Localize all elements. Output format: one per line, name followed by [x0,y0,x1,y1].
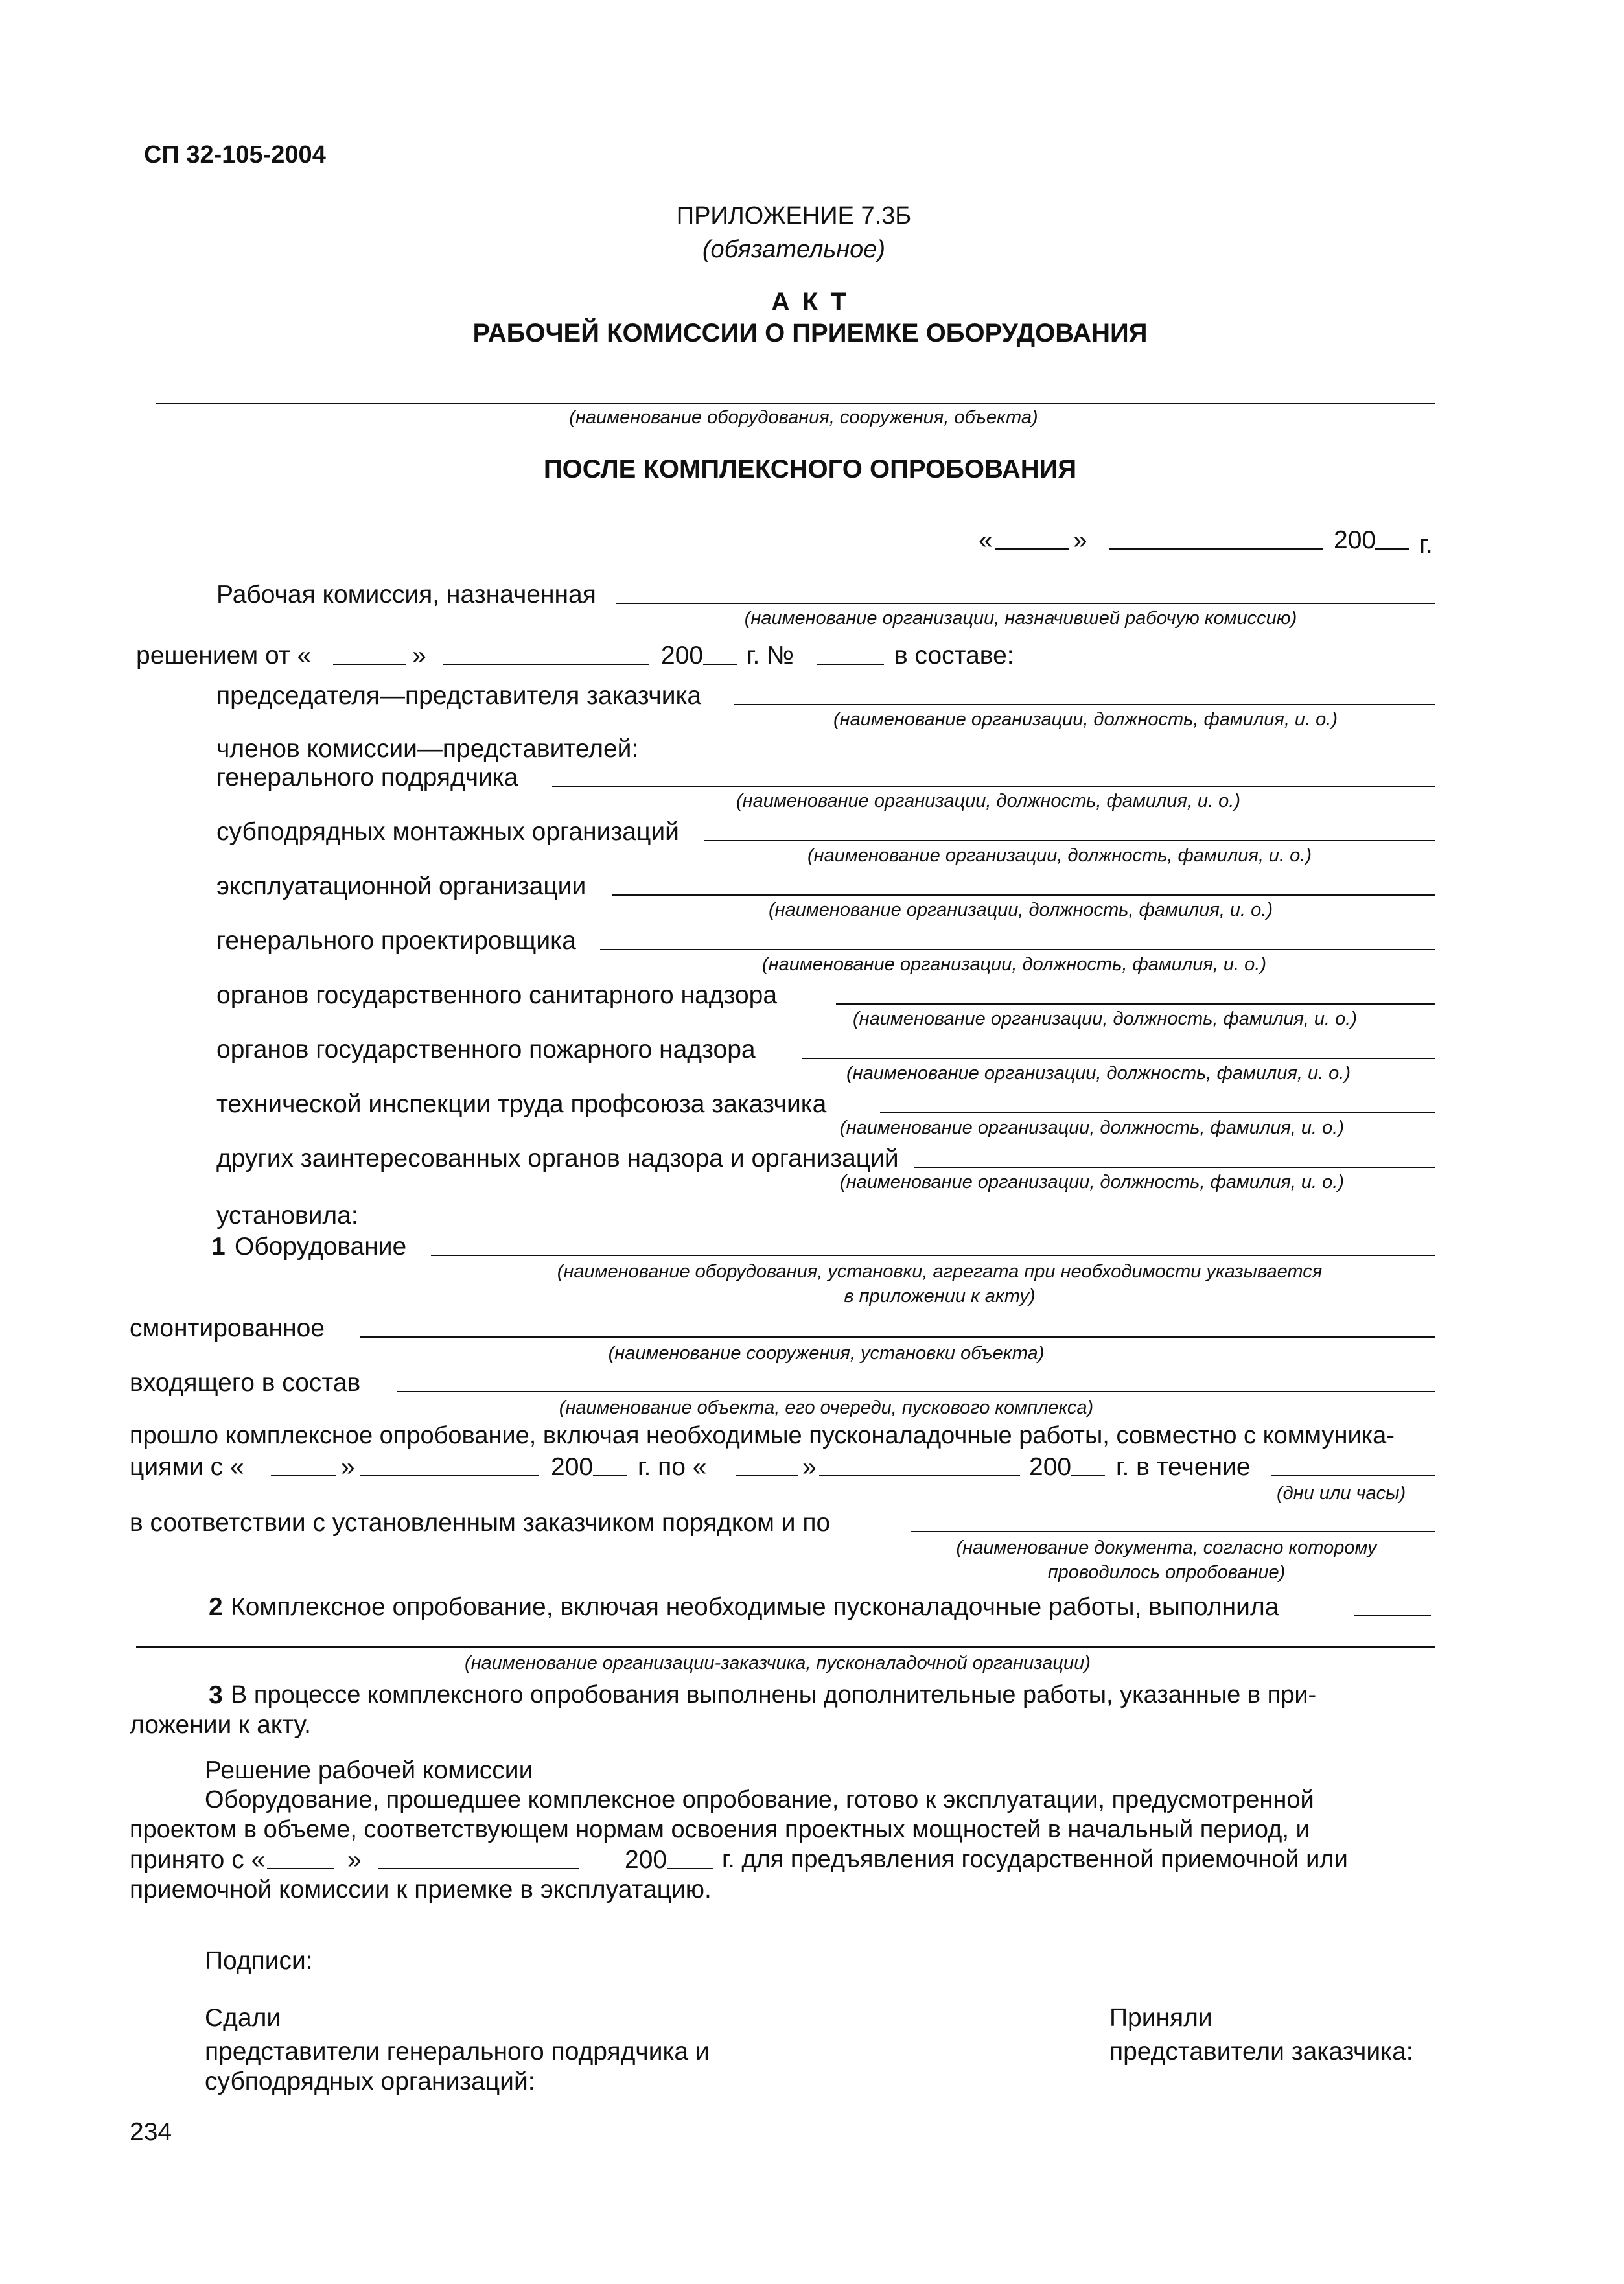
mounted-label: смонтированное [130,1314,325,1342]
mounted-field[interactable] [360,1336,1435,1338]
decision-heading: Решение рабочей комиссии [205,1756,533,1784]
other-bodies-caption: (наименование организации, должность, фамилия, и. о.) [839,1172,1345,1193]
fire-field[interactable] [802,1058,1435,1059]
test-end-year-field[interactable] [1071,1475,1105,1476]
decision-line4: приемочной комиссии к приемке в эксплуатацию. [130,1876,712,1904]
operating-org-field[interactable] [612,894,1435,896]
passed-testing-line: прошло комплексное опробование, включая необходимые пусконаладочные работы, совместно с коммуника- [130,1422,1395,1449]
handed-over-desc-line1: представители генерального подрядчика и [205,2038,710,2066]
chair-caption: (наименование организации, должность, фамилия, и. о.) [833,709,1338,730]
other-bodies-label: других заинтересованных органов надзора и организаций [216,1145,899,1172]
test-document-field[interactable] [911,1531,1435,1532]
date-day-field[interactable] [995,548,1069,550]
labor-inspection-label: технической инспекции труда профсоюза заказчика [216,1090,827,1118]
mandatory-label: (обязательное) [702,236,886,263]
chair-field[interactable] [734,704,1435,705]
general-designer-field[interactable] [600,949,1435,950]
part-of-label: входящего в состав [130,1369,361,1397]
title-commission: РАБОЧЕЙ КОМИССИИ О ПРИЕМКЕ ОБОРУДОВАНИЯ [472,319,1148,347]
test-start-year-field[interactable] [593,1475,627,1476]
general-designer-caption: (наименование организации, должность, фамилия, и. о.) [761,954,1267,975]
test-end-month-field[interactable] [819,1475,1020,1476]
acceptance-day-field[interactable] [267,1868,334,1869]
subcontractors-label: субподрядных монтажных организаций [216,818,679,846]
operating-org-label: эксплуатационной организации [216,872,586,900]
part-of-caption: (наименование объекта, его очереди, пускового комплекса) [559,1397,1094,1418]
document-code: СП 32-105-2004 [144,141,326,169]
chair-label: председателя—представителя заказчика [216,682,702,710]
signatures-label: Подписи: [205,1947,313,1975]
decision-year-field[interactable] [703,664,737,665]
labor-inspection-caption: (наименование организации, должность, фамилия, и. о.) [839,1117,1345,1138]
mounted-caption: (наименование сооружения, установки объекта) [608,1343,1045,1364]
operating-org-caption: (наименование организации, должность, фамилия, и. о.) [768,900,1273,920]
sanitary-caption: (наименование организации, должность, фамилия, и. о.) [852,1008,1358,1029]
part-of-field[interactable] [397,1391,1435,1392]
accepted-label: Приняли [1109,2004,1212,2032]
object-name-field[interactable] [156,403,1435,404]
handed-over-label: Сдали [205,2004,281,2032]
test-start-day-field[interactable] [271,1475,336,1476]
object-name-caption: (наименование оборудования, сооружения, объекта) [569,407,1038,428]
performed-by-caption: (наименование организации-заказчика, пусконаладочной организации) [465,1653,1091,1673]
acceptance-month-field[interactable] [378,1868,579,1869]
performed-by-field[interactable] [136,1646,1435,1648]
subcontractors-field[interactable] [704,840,1435,841]
accepted-desc: представители заказчика: [1109,2038,1413,2066]
general-contractor-label: генерального подрядчика [216,763,518,791]
acceptance-year-field[interactable] [667,1868,713,1869]
decision-line1: Оборудование, прошедшее комплексное опробование, готово к эксплуатации, предусмотренной [205,1786,1314,1813]
other-bodies-field[interactable] [914,1167,1435,1168]
labor-inspection-field[interactable] [880,1112,1435,1113]
test-document-caption-line1: (наименование документа, согласно которому [956,1537,1377,1558]
commission-org-caption: (наименование организации, назначившей рабочую комиссию) [744,608,1297,629]
members-label: членов комиссии—представителей: [216,735,639,763]
test-start-month-field[interactable] [360,1475,539,1476]
page-number: 234 [130,2118,172,2146]
sanitary-label: органов государственного санитарного надзора [216,981,778,1009]
subcontractors-caption: (наименование организации, должность, фамилия, и. о.) [807,845,1312,866]
fire-label: органов государственного пожарного надзора [216,1036,756,1064]
decision-number-field[interactable] [817,664,884,665]
item3-line2: ложении к акту. [130,1711,311,1739]
subtitle-after-testing: ПОСЛЕ КОМПЛЕКСНОГО ОПРОБОВАНИЯ [543,455,1077,484]
equipment-caption-line2: в приложении к акту) [844,1286,1036,1307]
general-contractor-caption: (наименование организации, должность, фамилия, и. о.) [736,791,1241,811]
fire-caption: (наименование организации, должность, фамилия, и. о.) [846,1063,1351,1084]
sanitary-field[interactable] [836,1003,1435,1005]
duration-caption: (дни или часы) [1277,1483,1406,1504]
date-month-field[interactable] [1109,548,1323,550]
test-document-caption-line2: проводилось опробование) [1047,1562,1286,1583]
date-year-field[interactable] [1375,548,1409,550]
test-end-day-field[interactable] [736,1475,798,1476]
decision-month-field[interactable] [443,664,649,665]
commission-org-field[interactable] [616,603,1435,604]
title-act: А К Т [771,288,849,316]
established-label: установила: [216,1202,358,1229]
performed-by-field-start[interactable] [1354,1615,1431,1616]
equipment-caption-line1: (наименование оборудования, установки, агрегата при необходимости указывается [557,1261,1323,1282]
decision-line2: проектом в объеме, соответствующем нормам освоения проектных мощностей в начальный период, и [130,1816,1310,1843]
commission-label: Рабочая комиссия, назначенная [216,581,596,609]
general-contractor-field[interactable] [552,786,1435,787]
handed-over-desc-line2: субподрядных организаций: [205,2068,535,2095]
accordance-label: в соответствии с установленным заказчиком порядком и по [130,1509,831,1537]
general-designer-label: генерального проектировщика [216,927,576,955]
equipment-field[interactable] [431,1255,1435,1256]
test-duration-field[interactable] [1271,1475,1435,1476]
decision-day-field[interactable] [333,664,406,665]
appendix-label: ПРИЛОЖЕНИЕ 7.3Б [676,202,912,229]
